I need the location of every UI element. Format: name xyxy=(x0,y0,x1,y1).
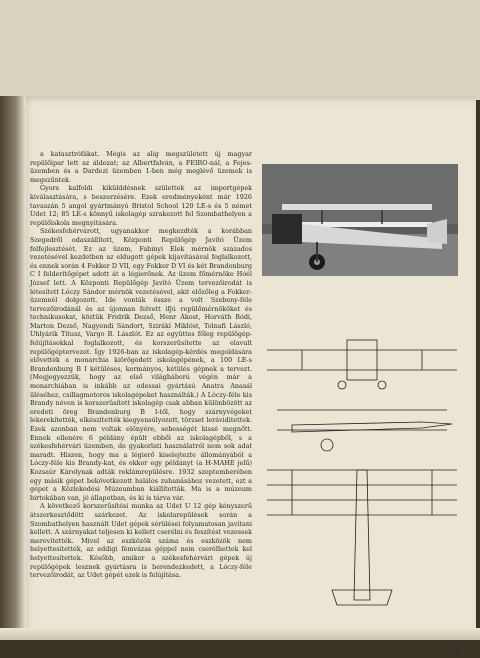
paragraph-4: A következő korszerűsítési munka az Udet U 12 gép kényszerű átszerkesztődött szárkezet. Az iskolarepülések során a Szombathelyen használt Udet gépek sérülései folyamatosan javítani kellett. A szárnyakat teljesen ki kellett cserélni és feszítést vezessek merevítették. Mivel az eszközök száma és eszközök nem helyettesítették, az eddigi fémvázas géppel nem cserélhettek kel helyettesítettek. Később, amikor a székesfehérvári gépek új repülőgépek lesznek gyártásra is berendezkedett, a Lóczy-féle tervezőirodát, az Udet gépét ezek is felújítása. xyxy=(30,502,252,580)
paragraph-3: Székesfehérvárott, ugyanakkor megkezdték a korábban Szegedről odaszállított, Központi Repülőgép Javító Üzem felfejlesztését. Ez az üzem, Fabinyi Elek mérnök százados vezetésével kezdetben az eldugott gépek kijavításával foglalkozott, és ennek során 4 Fokker D VII, egy Fokker D VI és két Brandenburg C I felderítőgépet adott át a légierőnek. Az üzem főmérnöke Hóél József lett. A Központi Repülőgép Javító Üzem tervezőirodát is létesített Lóczy Sándor mérnök vezetésével, akit előzőleg a Fokker-üzemnél dolgozott. Ide vonták össze a volt Szebeny-féle tervezőirodánál és az újonnan felvett ifjú repülőmérnököket és technikusokat, köztük Fridrik Dezső, Henr Ákost, Horváth Bódi, Marton Dezső, Nagyendi Sándort, Szirákí Miklóst, Tolnafi László, Uhlyárik Titusz, Vargo B. Lászlót. Ez az együttes főleg repülőgép-felújításokkal foglalkozott, és korszerűsítette az elavult repülőgéptervezet. Így 1926-ban az iskolagép-kérdés megoldására elővették a monarchia kiörögedett iskolagépének, a 100 LE-s Brandenburg B I kétüléses, kormányos, kétülés gépnek a tervezt. (Megjegyezzük, hogy az első világháború végén már a monarchiában is inkább az odessai gyártású Anatra Anasál üléséhez, csillagmotoros iskolagépeket használták.) A Lóczy-féle kis Brandy néven is korszerűsített iskolagép csak abban különbözött az eredeti öreg Brandenburg B I-től, hogy szárnyvégeket lekerekítették, elkészítették kiegyensúlyozott, törzset leráviditettek. Ezek azonban nem voltak előnyére, sebességét kissé megnőtt. Ennek ellenére 6 példány épült ebből az iskolagépből, s a székesfehérvári üzemben, de gyakorlati használatról nem sok adat maradt. Hiszen, hogy ma a légierő kiselejtezte állományából a Lóczy-féle kis Brandy-kat, és ekkor egy példányt (a H-MAHE jelű) Kozsaúr Károlynak adták reklámrepülésre. 1932 szeptemberében egy másik gépet bekövetkezett halálos zuhanásához vezetett, ezt a gépet a Közlekedési Múzeumban kiállították. Ma is a múzeum birtokában van, jó állapotban, és ki is tárva vár. xyxy=(30,227,252,502)
paragraph-1: a katasztrófákat. Mégis az alig megszületett új magyar repülőipar lett az áldozat; az Albertfalván, a FEIRO-nál, a Fejes-üzemben és a Dardezi üzemben 1-ben még meglévő üzemek is megszűntek. xyxy=(30,150,252,184)
text-column xyxy=(30,150,252,580)
paragraph-2: Gyors kalfoldi kikülddésnek születtek az importgépek kiválasztására, s beszerzésére. Ezek eredményeként már 1926 tavaszán 5 angol gyártmányú Bristol School 120 LE-s és 5 német Udet 12; 85 LE-s könnyű iskolagép szrakezott fel Szombathelyen a repülőiskola megnyitására. xyxy=(30,184,252,227)
page-curl xyxy=(0,96,26,640)
three-view-drawing-graphic xyxy=(262,320,462,620)
biplane-photo-graphic xyxy=(262,164,458,276)
bottom-shadow xyxy=(0,628,480,640)
page-number: 173 xyxy=(446,650,460,658)
biplane-photo xyxy=(262,164,458,276)
background-top xyxy=(0,0,480,100)
three-view-drawing xyxy=(262,320,462,620)
